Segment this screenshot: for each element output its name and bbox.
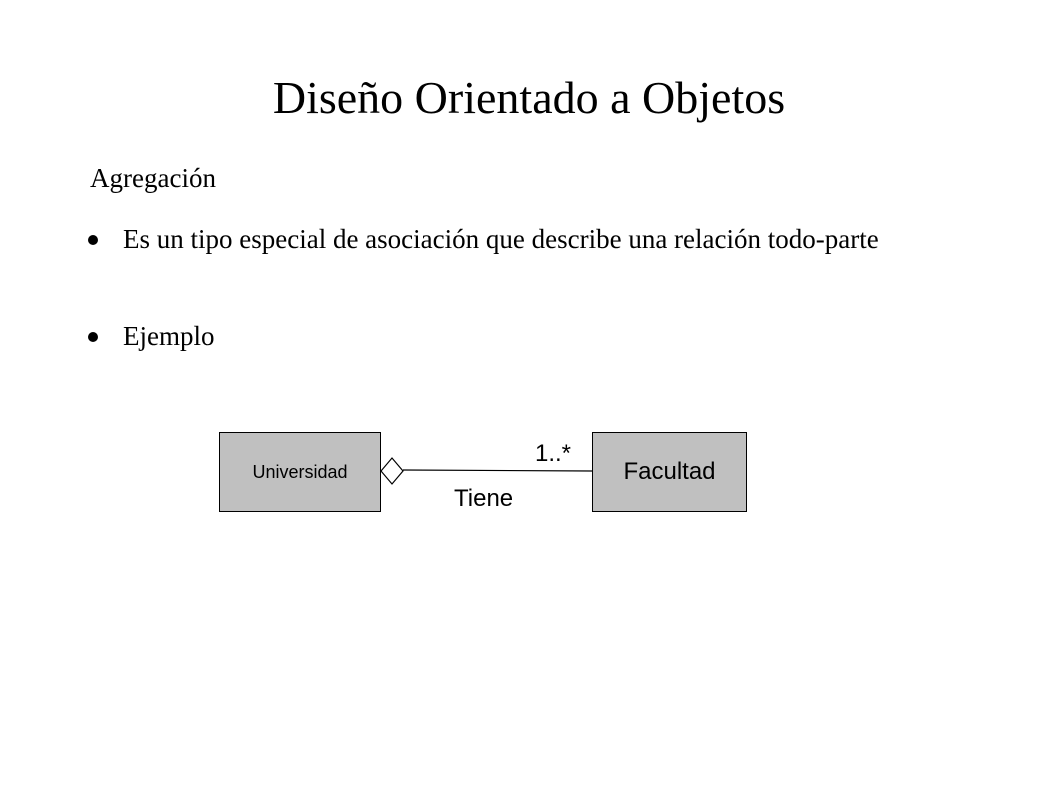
association-line bbox=[403, 470, 592, 471]
class-box-universidad bbox=[219, 432, 381, 512]
class-name: Universidad bbox=[252, 461, 348, 482]
section-heading: Agregación bbox=[90, 163, 216, 193]
multiplicity-label: 1..* bbox=[535, 440, 572, 467]
class-box-facultad bbox=[592, 432, 747, 512]
relationship-name-label: Tiene bbox=[454, 485, 514, 512]
class-name: Facultad bbox=[623, 458, 716, 485]
slide-title: Diseño Orientado a Objetos bbox=[272, 72, 786, 123]
bullet-text: Es un tipo especial de asociación que describe una relación todo-parte bbox=[123, 224, 879, 254]
aggregation-diamond-icon bbox=[381, 458, 403, 484]
bullet-text: Ejemplo bbox=[123, 321, 215, 351]
